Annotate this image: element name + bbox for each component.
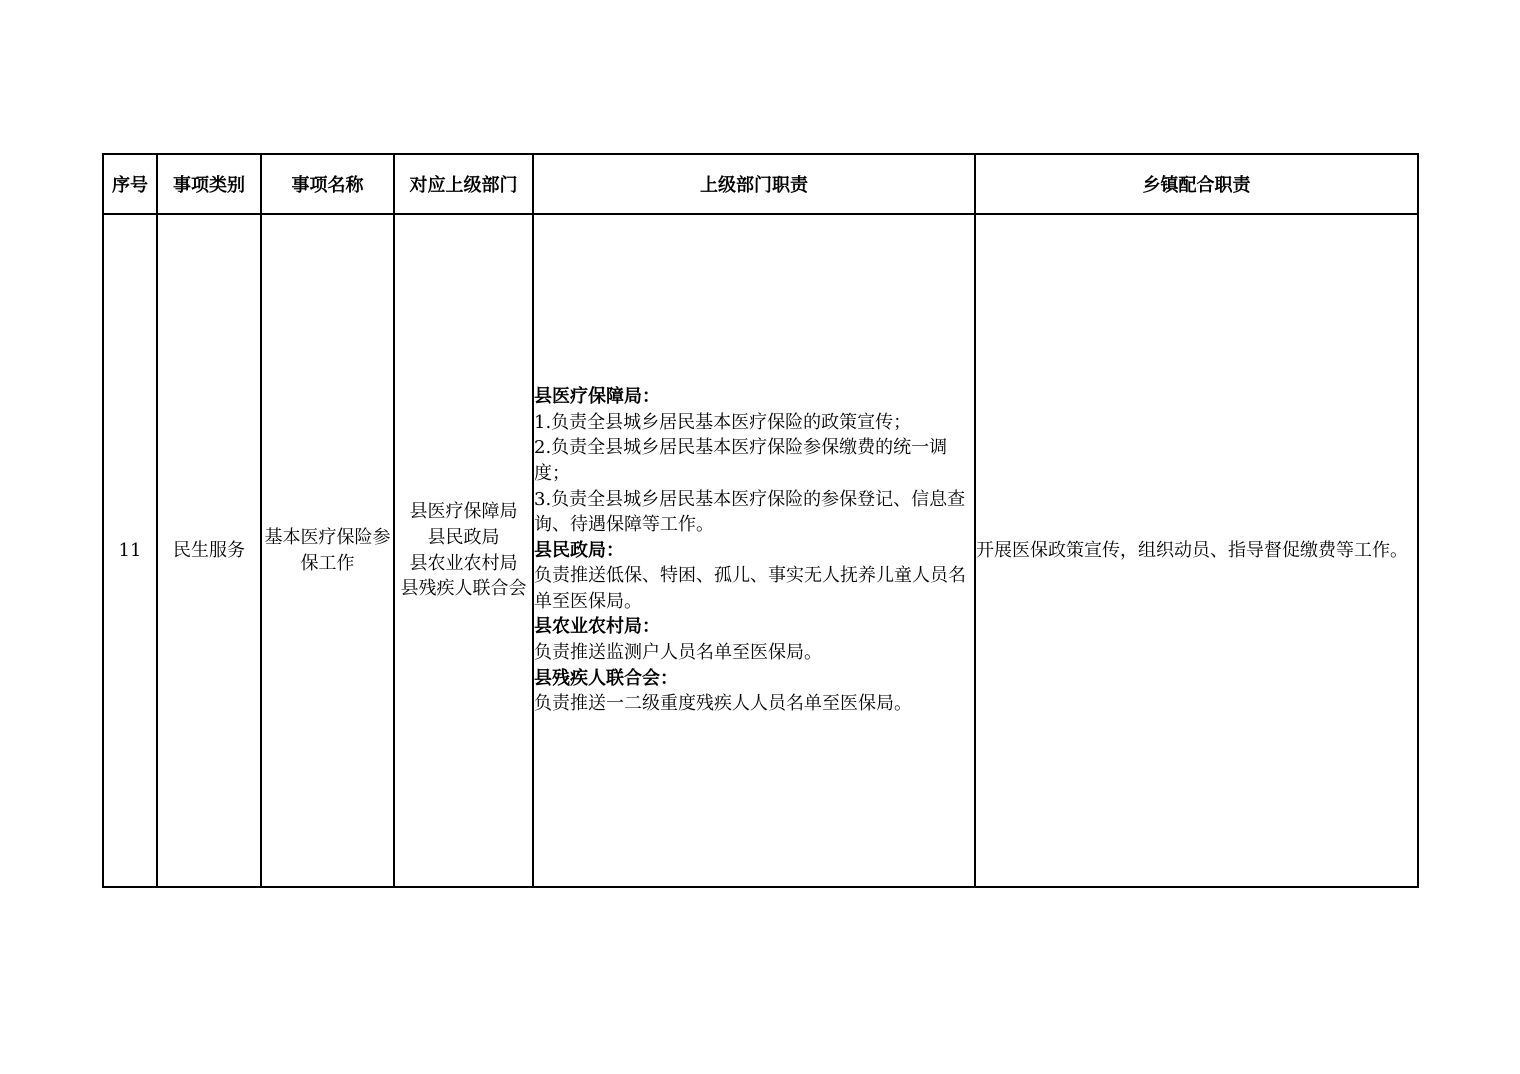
department-name: 县医疗保障局 (409, 501, 518, 523)
cell-departments (394, 214, 533, 887)
department-name: 县农业农村局 (409, 552, 518, 574)
responsibility-item: 1.负责全县城乡居民基本医疗保险的政策宣传； (534, 411, 912, 433)
header-row (103, 154, 1418, 214)
responsibility-item: 3.负责全县城乡居民基本医疗保险的参保登记、信息查询、待遇保障等工作。 (534, 488, 966, 536)
header-responsibilities: 上级部门职责 (533, 154, 975, 214)
header-index: 序号 (103, 154, 157, 214)
header-township-duties: 乡镇配合职责 (975, 154, 1418, 214)
table-row (103, 214, 1418, 887)
header-departments: 对应上级部门 (394, 154, 533, 214)
responsibility-item: 负责推送低保、特困、孤儿、事实无人抚养儿童人员名单至医保局。 (534, 565, 966, 612)
cell-item-name: 基本医疗保险参保工作 (261, 214, 394, 887)
header-category: 事项类别 (157, 154, 261, 214)
duty-table (102, 153, 1419, 888)
department-name: 县残疾人联合会 (400, 578, 527, 600)
responsibility-item: 负责推送一二级重度残疾人人员名单至医保局。 (534, 693, 912, 715)
responsibility-dept-heading: 县医疗保障局： (534, 386, 660, 408)
cell-category: 民生服务 (157, 214, 261, 887)
responsibility-item: 负责推送监测户人员名单至医保局。 (534, 642, 822, 664)
header-item-name: 事项名称 (261, 154, 394, 214)
cell-responsibilities (533, 214, 975, 887)
department-name: 县民政局 (427, 526, 500, 548)
responsibility-dept-heading: 县农业农村局： (534, 616, 660, 638)
responsibility-item: 2.负责全县城乡居民基本医疗保险参保缴费的统一调度； (534, 437, 948, 484)
cell-index: 11 (103, 214, 157, 887)
cell-township-duties: 开展医保政策宣传，组织动员、指导督促缴费等工作。 (975, 214, 1418, 887)
responsibility-dept-heading: 县残疾人联合会： (534, 667, 678, 689)
responsibility-dept-heading: 县民政局： (534, 539, 624, 561)
